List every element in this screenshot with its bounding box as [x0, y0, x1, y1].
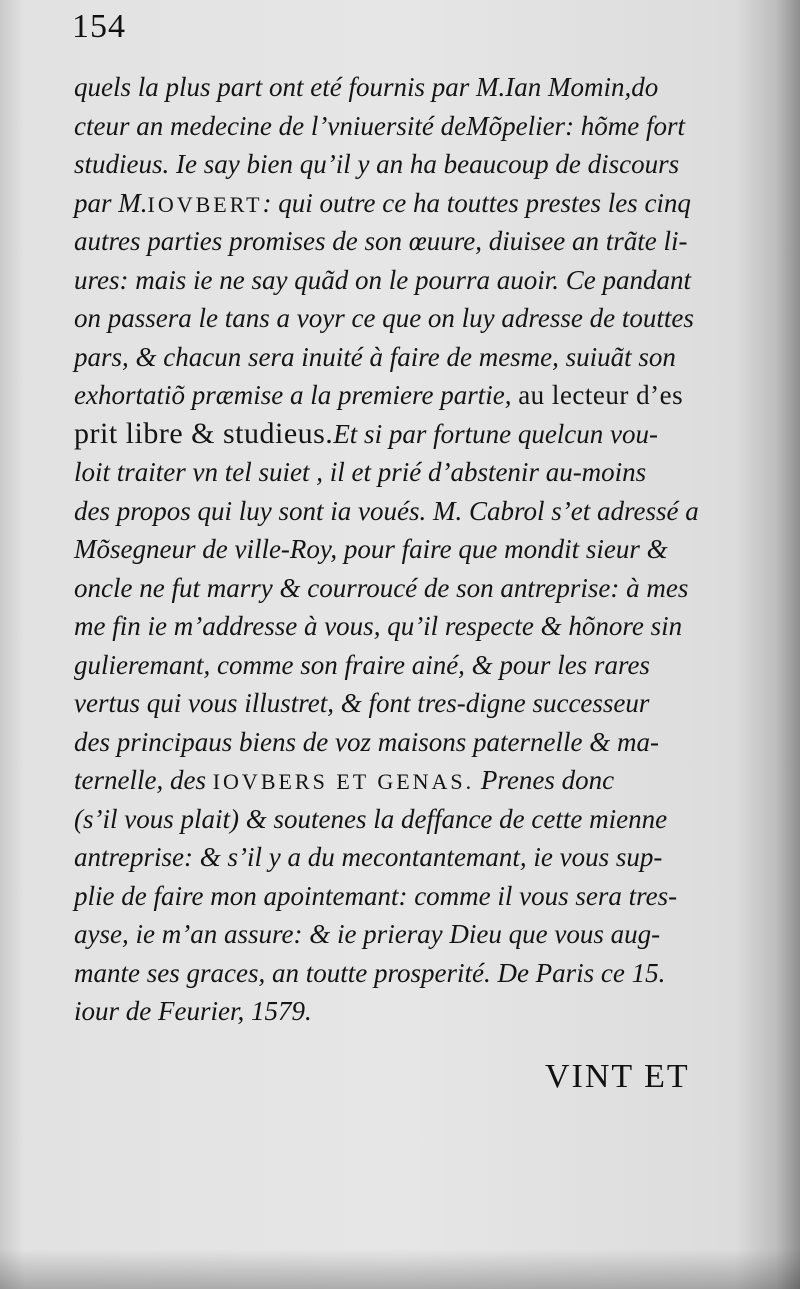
text-segment: iour de Feurier, 1579. — [74, 996, 312, 1026]
text-segment: Prenes donc — [474, 765, 615, 795]
text-segment: on passera le tans a voyr ce que on luy adresse de touttes — [74, 303, 694, 333]
text-segment: gulieremant, comme son fraire ainé, & pour les rares — [74, 649, 650, 680]
text-segment: pars, & chacun sera inuité à faire de mesme, suiuãt son — [74, 341, 676, 372]
text-segment: vertus qui vous illustret, & font tres-digne successeur — [74, 688, 650, 718]
text-segment: IOVBERS ET GENAS. — [212, 769, 475, 794]
body-text — [74, 68, 744, 1031]
text-segment: ayse, ie m’an assure: & ie prieray Dieu que vous aug- — [74, 919, 661, 949]
text-segment: studieus. Ie say bien qu’il y an ha beaucoup de discours — [74, 149, 680, 179]
text-segment: autres parties promises de son œuure, diuisee an trãte li- — [74, 226, 688, 256]
text-line — [74, 954, 744, 993]
text-line — [74, 723, 744, 762]
text-segment: oncle ne fut marry & courroucé de son antreprise: à mes — [74, 572, 689, 603]
text-line — [74, 761, 744, 800]
text-line — [74, 222, 744, 261]
text-line — [74, 299, 744, 338]
text-line — [74, 684, 744, 723]
text-segment: ternelle, des — [74, 765, 213, 795]
text-segment: des propos qui luy sont ia voués. M. Cabrol s’et adressé a — [74, 495, 699, 526]
text-segment: des principaus biens de voz maisons paternelle & ma- — [74, 726, 659, 757]
text-segment: me fin ie m’addresse à vous, qu’il respecte & hõnore sin — [74, 611, 683, 641]
text-line — [74, 646, 744, 685]
text-line — [74, 68, 744, 107]
text-segment: (s’il vous plait) & soutenes la deffance de cette mienne — [74, 803, 668, 834]
text-line — [74, 800, 744, 839]
text-line — [74, 569, 744, 608]
text-line — [74, 877, 744, 916]
page-number: 154 — [72, 8, 126, 45]
text-line — [74, 607, 744, 646]
text-line — [74, 453, 744, 492]
text-line — [74, 992, 744, 1031]
text-segment: Et si par fortune quelcun vou- — [333, 418, 659, 449]
text-line — [74, 915, 744, 954]
text-segment: ures: mais ie ne say quãd on le pourra auoir. Ce pandant — [74, 264, 691, 295]
text-segment: exhortatiõ præmise a la premiere partie, — [74, 380, 519, 410]
text-line — [74, 145, 744, 184]
text-line — [74, 107, 744, 146]
text-segment: au lecteur d’es — [518, 380, 684, 410]
text-line — [74, 415, 744, 454]
text-segment: : qui outre ce ha touttes prestes les cinq — [262, 187, 691, 218]
catchword: VINT ET — [545, 1058, 690, 1095]
text-line — [74, 530, 744, 569]
text-line — [74, 492, 744, 531]
text-line — [74, 338, 744, 377]
text-line — [74, 838, 744, 877]
text-segment: Mõsegneur de ville-Roy, pour faire que mondit sieur & — [74, 534, 668, 564]
text-line — [74, 184, 744, 223]
text-segment: mante ses graces, an toutte prosperité. De Paris ce 15. — [74, 957, 666, 988]
text-segment: par M. — [74, 187, 148, 218]
text-line — [74, 261, 744, 300]
text-segment: plie de faire mon apointemant: comme il vous sera tres- — [74, 880, 678, 911]
text-segment: IOVBERT — [147, 191, 263, 217]
text-segment: antreprise: & s’il y a du mecontantemant, ie vous sup- — [74, 842, 663, 872]
text-segment: prit libre & studieus. — [74, 416, 334, 450]
text-segment: cteur an medecine de l’vniuersité deMõpelier: hõme fort — [74, 110, 686, 141]
text-segment: loit traiter vn tel suiet , il et prié d’abstenir au-moins — [74, 457, 647, 487]
text-segment: quels la plus part ont eté fournis par M.Ian Momin,do — [74, 72, 659, 102]
text-line — [74, 376, 744, 415]
